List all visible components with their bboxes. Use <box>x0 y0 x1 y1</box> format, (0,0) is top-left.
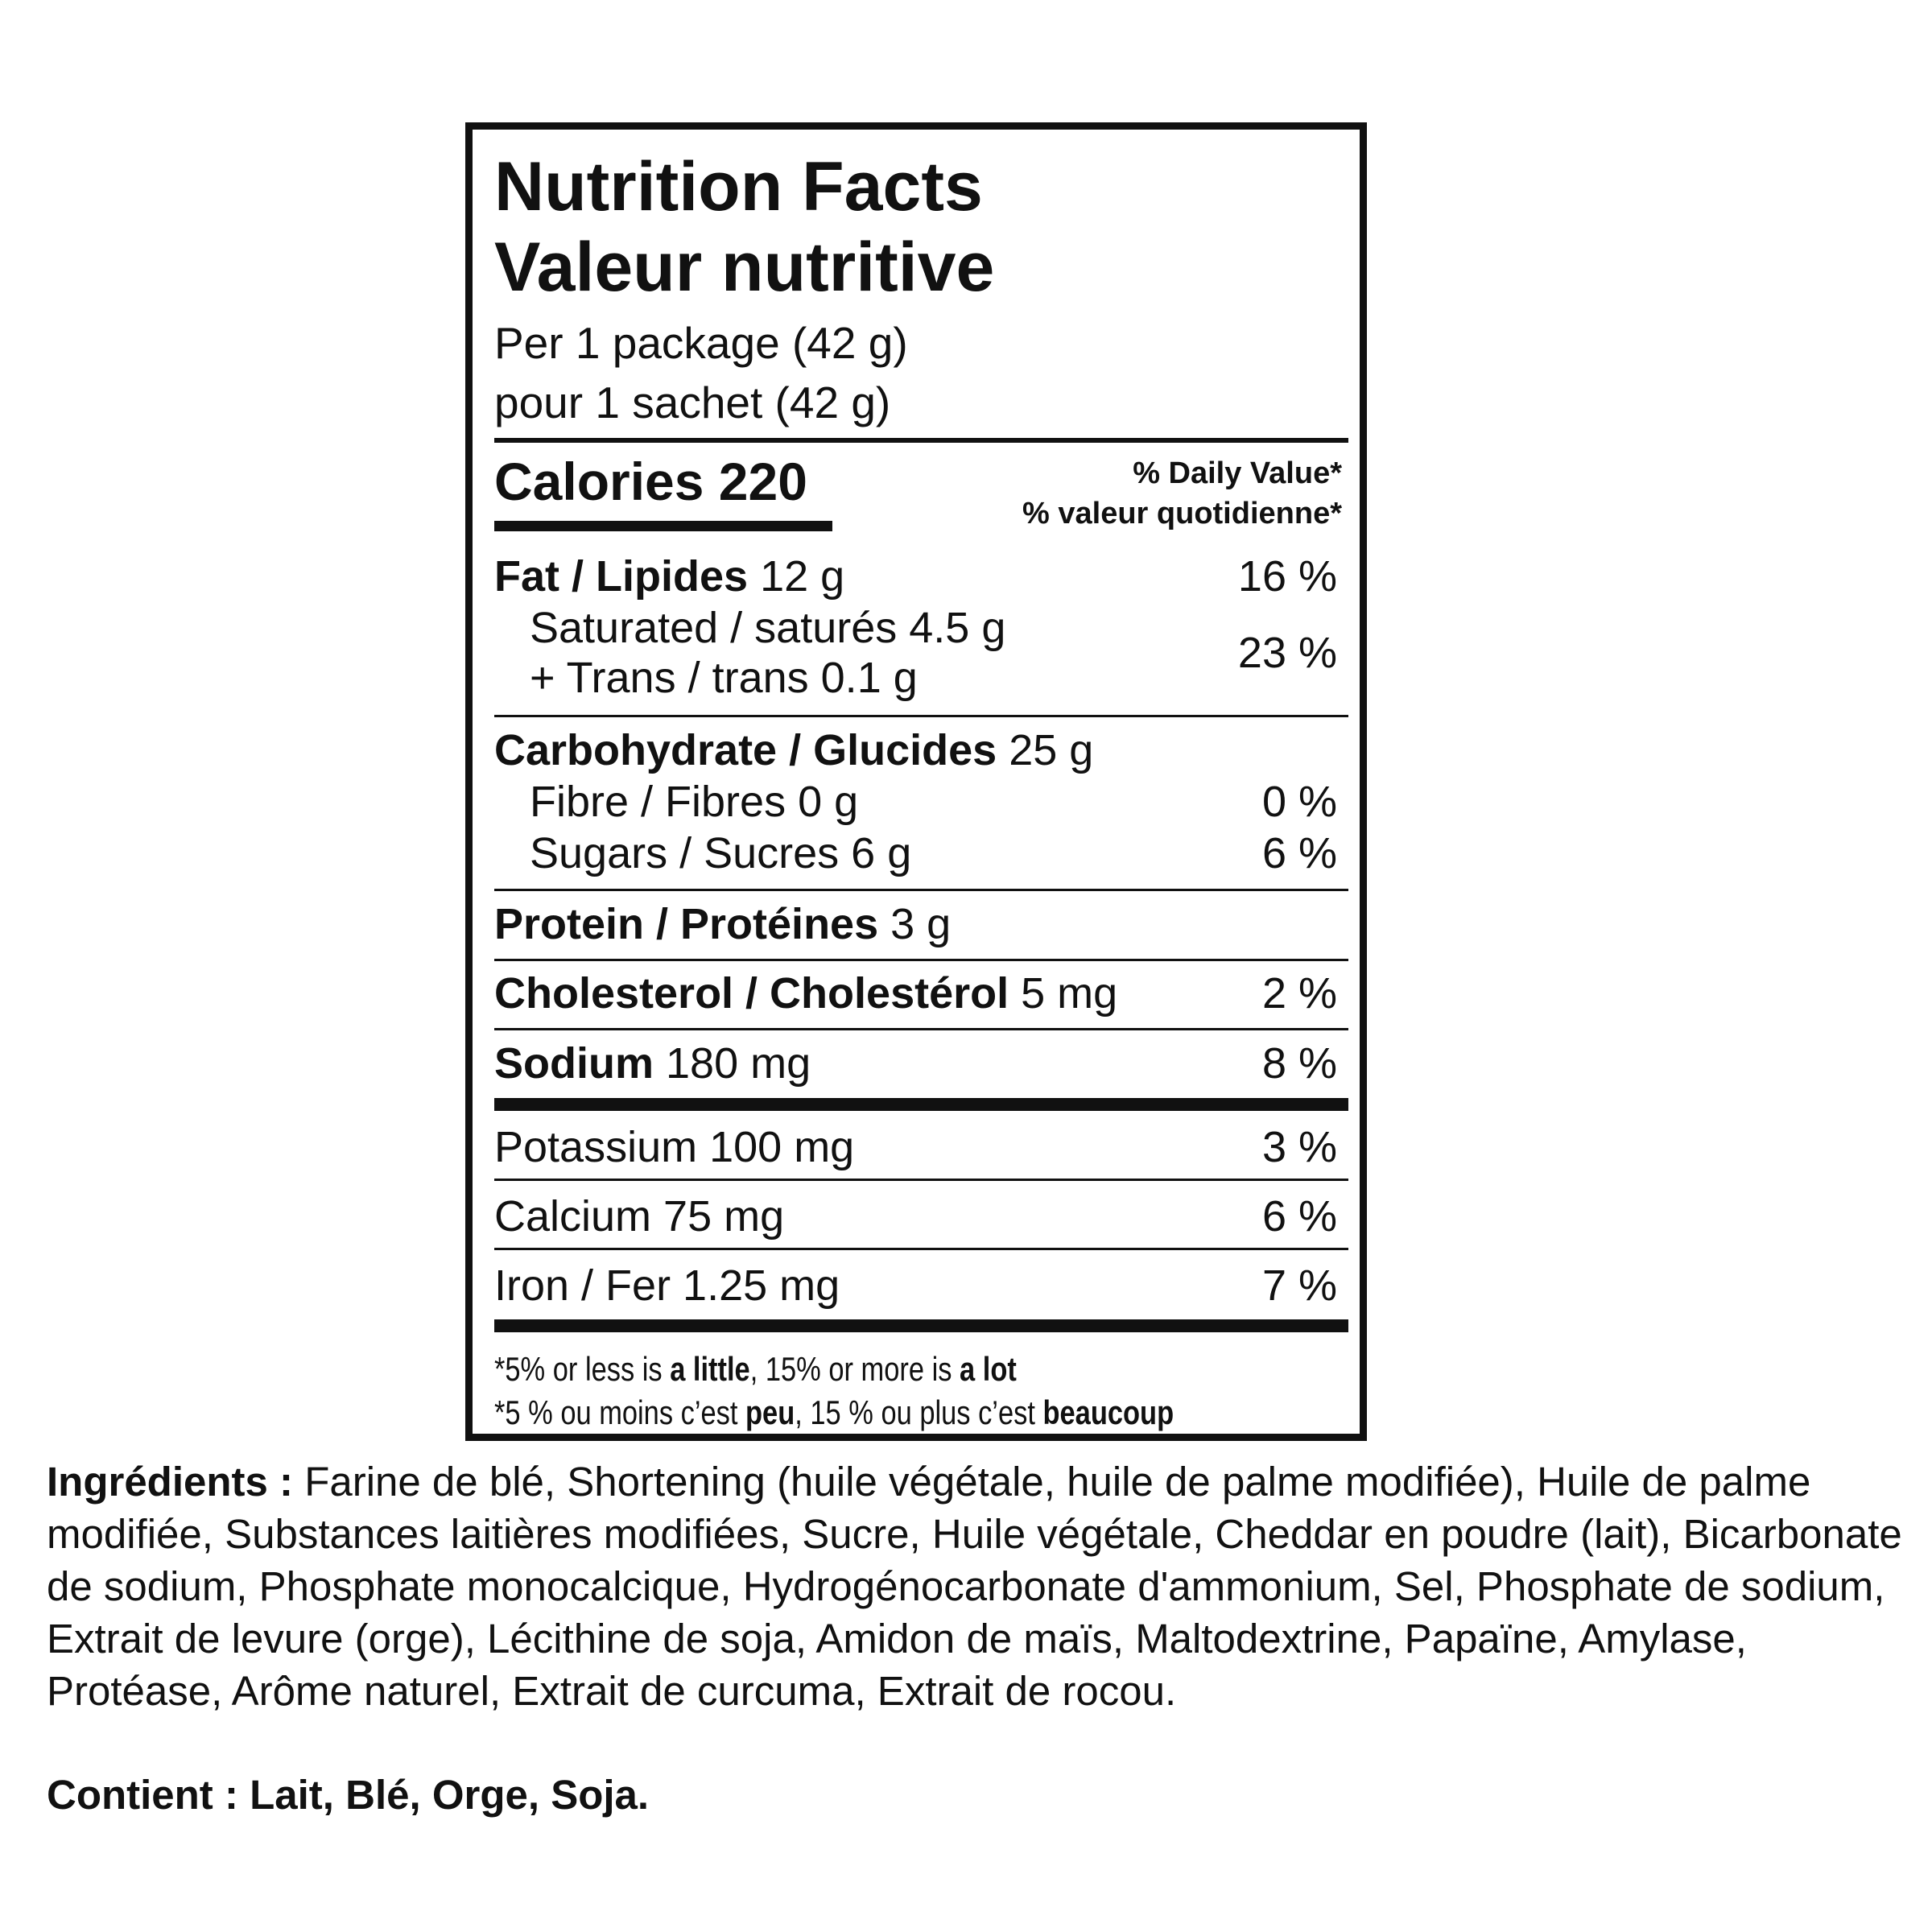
footnote-text: , 15% or more is <box>749 1350 960 1388</box>
sodium-row <box>494 1039 1348 1088</box>
footnote-text: , 15 % ou plus c’est <box>795 1393 1043 1431</box>
trans-row <box>494 656 1348 700</box>
divider <box>494 1028 1348 1030</box>
divider-thick <box>494 1319 1348 1332</box>
sodium-dv: 8 % <box>1261 1039 1337 1088</box>
footnote-emphasis: a lot <box>960 1350 1017 1388</box>
calories: Calories 220 <box>494 452 807 511</box>
allergen-statement: Contient : Lait, Blé, Orge, Soja. <box>47 1772 650 1818</box>
carbohydrate-label: Carbohydrate / Glucides <box>494 726 997 774</box>
fat-amount: 12 g <box>760 552 845 601</box>
protein-amount: 3 g <box>890 900 952 948</box>
title-en: Nutrition Facts <box>494 148 983 225</box>
saturated-row <box>494 606 1348 650</box>
footnote-en <box>494 1352 1017 1386</box>
footnote-emphasis: a little <box>670 1350 750 1388</box>
calcium-text: Calcium 75 mg <box>494 1192 785 1241</box>
serving-size-fr: pour 1 sachet (42 g) <box>494 378 891 427</box>
sodium-label: Sodium <box>494 1039 654 1088</box>
fibre-dv: 0 % <box>1261 778 1337 826</box>
calcium-dv: 6 % <box>1261 1192 1337 1241</box>
sugars-row <box>494 829 1348 877</box>
iron-text: Iron / Fer 1.25 mg <box>494 1261 840 1310</box>
divider-thick <box>494 1098 1348 1111</box>
cholesterol-amount: 5 mg <box>1021 969 1118 1018</box>
sat-trans-dv: 23 % <box>1237 629 1337 677</box>
potassium-text: Potassium 100 mg <box>494 1123 855 1171</box>
footnote-fr <box>494 1393 1174 1431</box>
calories-underline <box>494 521 832 531</box>
footnote-emphasis: peu <box>745 1393 795 1431</box>
cholesterol-label: Cholesterol / Cholestérol <box>494 969 1009 1018</box>
ingredients-text: Farine de blé, Shortening (huile végétale, huile de palme modifiée), Huile de palme modifiée, Substances laitières modifiées, Sucre, Huile végétale, Cheddar en poudre (lait), Bicarbonate de sodium, Phosphate monocalcique, Hydrogénocarbonate d'ammonium, Sel, Phosphate de sodium, Extrait de levure (orge), Lécithine de soja, Amidon de maïs, Maltodextrine, Papaïne, Amylase, Protéase, Arôme naturel, Extrait de curcuma, Extrait de rocou. <box>47 1459 1902 1714</box>
fat-row <box>494 552 1348 601</box>
divider <box>494 959 1348 961</box>
ingredients-list <box>47 1455 1906 1717</box>
divider <box>494 715 1348 717</box>
fibre-row <box>494 780 1348 824</box>
trans-text: + Trans / trans 0.1 g <box>530 654 918 702</box>
iron-row <box>494 1261 1348 1310</box>
sugars-dv: 6 % <box>1261 829 1337 877</box>
divider <box>494 1179 1348 1181</box>
ingredients-heading: Ingrédients : <box>47 1459 294 1505</box>
sugars-text: Sugars / Sucres 6 g <box>530 829 912 877</box>
footnote-text: *5% or less is <box>494 1350 671 1388</box>
iron-dv: 7 % <box>1261 1261 1337 1310</box>
serving-size-en: Per 1 package (42 g) <box>494 318 908 368</box>
cholesterol-dv: 2 % <box>1261 969 1337 1018</box>
cholesterol-row <box>494 969 1348 1018</box>
potassium-row <box>494 1125 1348 1169</box>
protein-label: Protein / Protéines <box>494 900 879 948</box>
carbohydrate-row <box>494 726 1348 774</box>
calcium-row <box>494 1192 1348 1241</box>
potassium-dv: 3 % <box>1261 1123 1337 1171</box>
daily-value-heading-fr: % valeur quotidienne* <box>1022 497 1342 530</box>
fibre-text: Fibre / Fibres 0 g <box>530 778 859 826</box>
footnote-emphasis: beaucoup <box>1042 1393 1174 1431</box>
carbohydrate-amount: 25 g <box>1009 726 1094 774</box>
nutrition-facts-panel <box>465 122 1367 1441</box>
saturated-text: Saturated / saturés 4.5 g <box>530 604 1006 652</box>
sodium-amount: 180 mg <box>666 1039 811 1088</box>
footnote-text: *5 % ou moins c’est <box>494 1393 746 1431</box>
protein-row <box>494 902 1348 946</box>
divider <box>494 1248 1348 1250</box>
divider <box>494 889 1348 891</box>
title-fr: Valeur nutritive <box>494 229 995 306</box>
fat-dv: 16 % <box>1237 552 1337 601</box>
divider <box>494 438 1348 443</box>
fat-label: Fat / Lipides <box>494 552 749 601</box>
daily-value-heading-en: % Daily Value* <box>1133 456 1342 490</box>
